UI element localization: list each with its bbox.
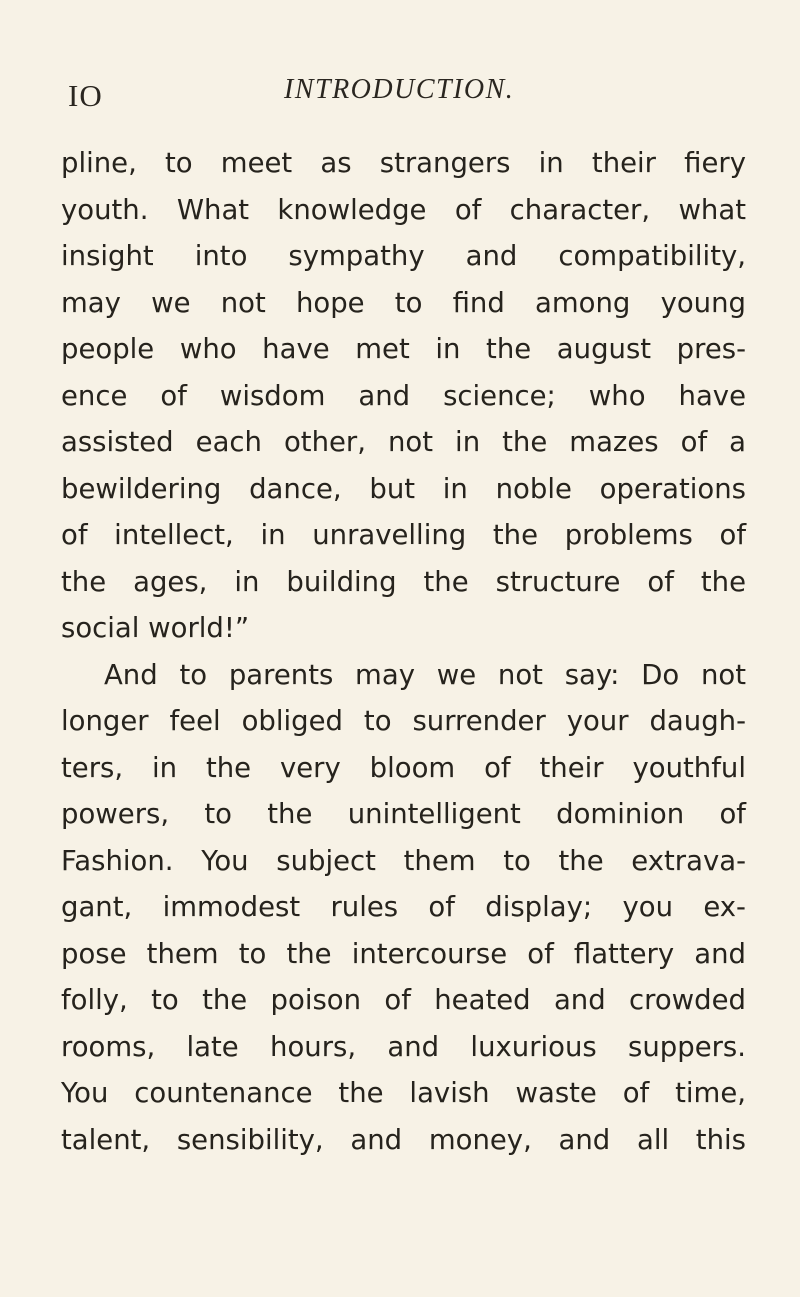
text-line: talent, sensibility, and money, and all this: [61, 1123, 746, 1156]
running-head: INTRODUCTION.: [284, 74, 515, 105]
text-line: the ages, in building the structure of the: [61, 565, 746, 598]
text-line: insight into sympathy and compatibility,: [61, 240, 746, 272]
text-line: pline, to meet as strangers in their fiery: [61, 147, 746, 179]
text-line: folly, to the poison of heated and crowded: [61, 984, 746, 1016]
text-line: ence of wisdom and science; who have: [61, 379, 746, 412]
text-line: longer feel obliged to surrender your daugh-: [61, 705, 746, 737]
text-line: ters, in the very bloom of their youthful: [61, 751, 746, 784]
text-line: assisted each other, not in the mazes of a: [61, 426, 746, 458]
text-line: of intellect, in unravelling the problems of: [61, 519, 746, 551]
text-line-paragraph-end: social world!”: [61, 612, 250, 644]
text-line: You countenance the lavish waste of time,: [61, 1077, 746, 1109]
text-line: Fashion. You subject them to the extrava-: [61, 844, 746, 877]
text-line: gant, immodest rules of display; you ex-: [61, 891, 746, 923]
text-line: bewildering dance, but in noble operations: [61, 472, 746, 505]
page-number: IO: [68, 78, 103, 113]
text-line-paragraph-start: And to parents may we not say: Do not: [104, 658, 746, 691]
body-text: [61, 140, 746, 1163]
text-line: pose them to the intercourse of flattery and: [61, 937, 746, 970]
text-line: may we not hope to find among young: [61, 286, 746, 319]
text-line: rooms, late hours, and luxurious suppers.: [61, 1030, 746, 1063]
text-line: youth. What knowledge of character, what: [61, 193, 746, 226]
text-line: people who have met in the august pres-: [61, 333, 746, 365]
text-line: powers, to the unintelligent dominion of: [61, 798, 746, 830]
page-header: [62, 62, 742, 112]
